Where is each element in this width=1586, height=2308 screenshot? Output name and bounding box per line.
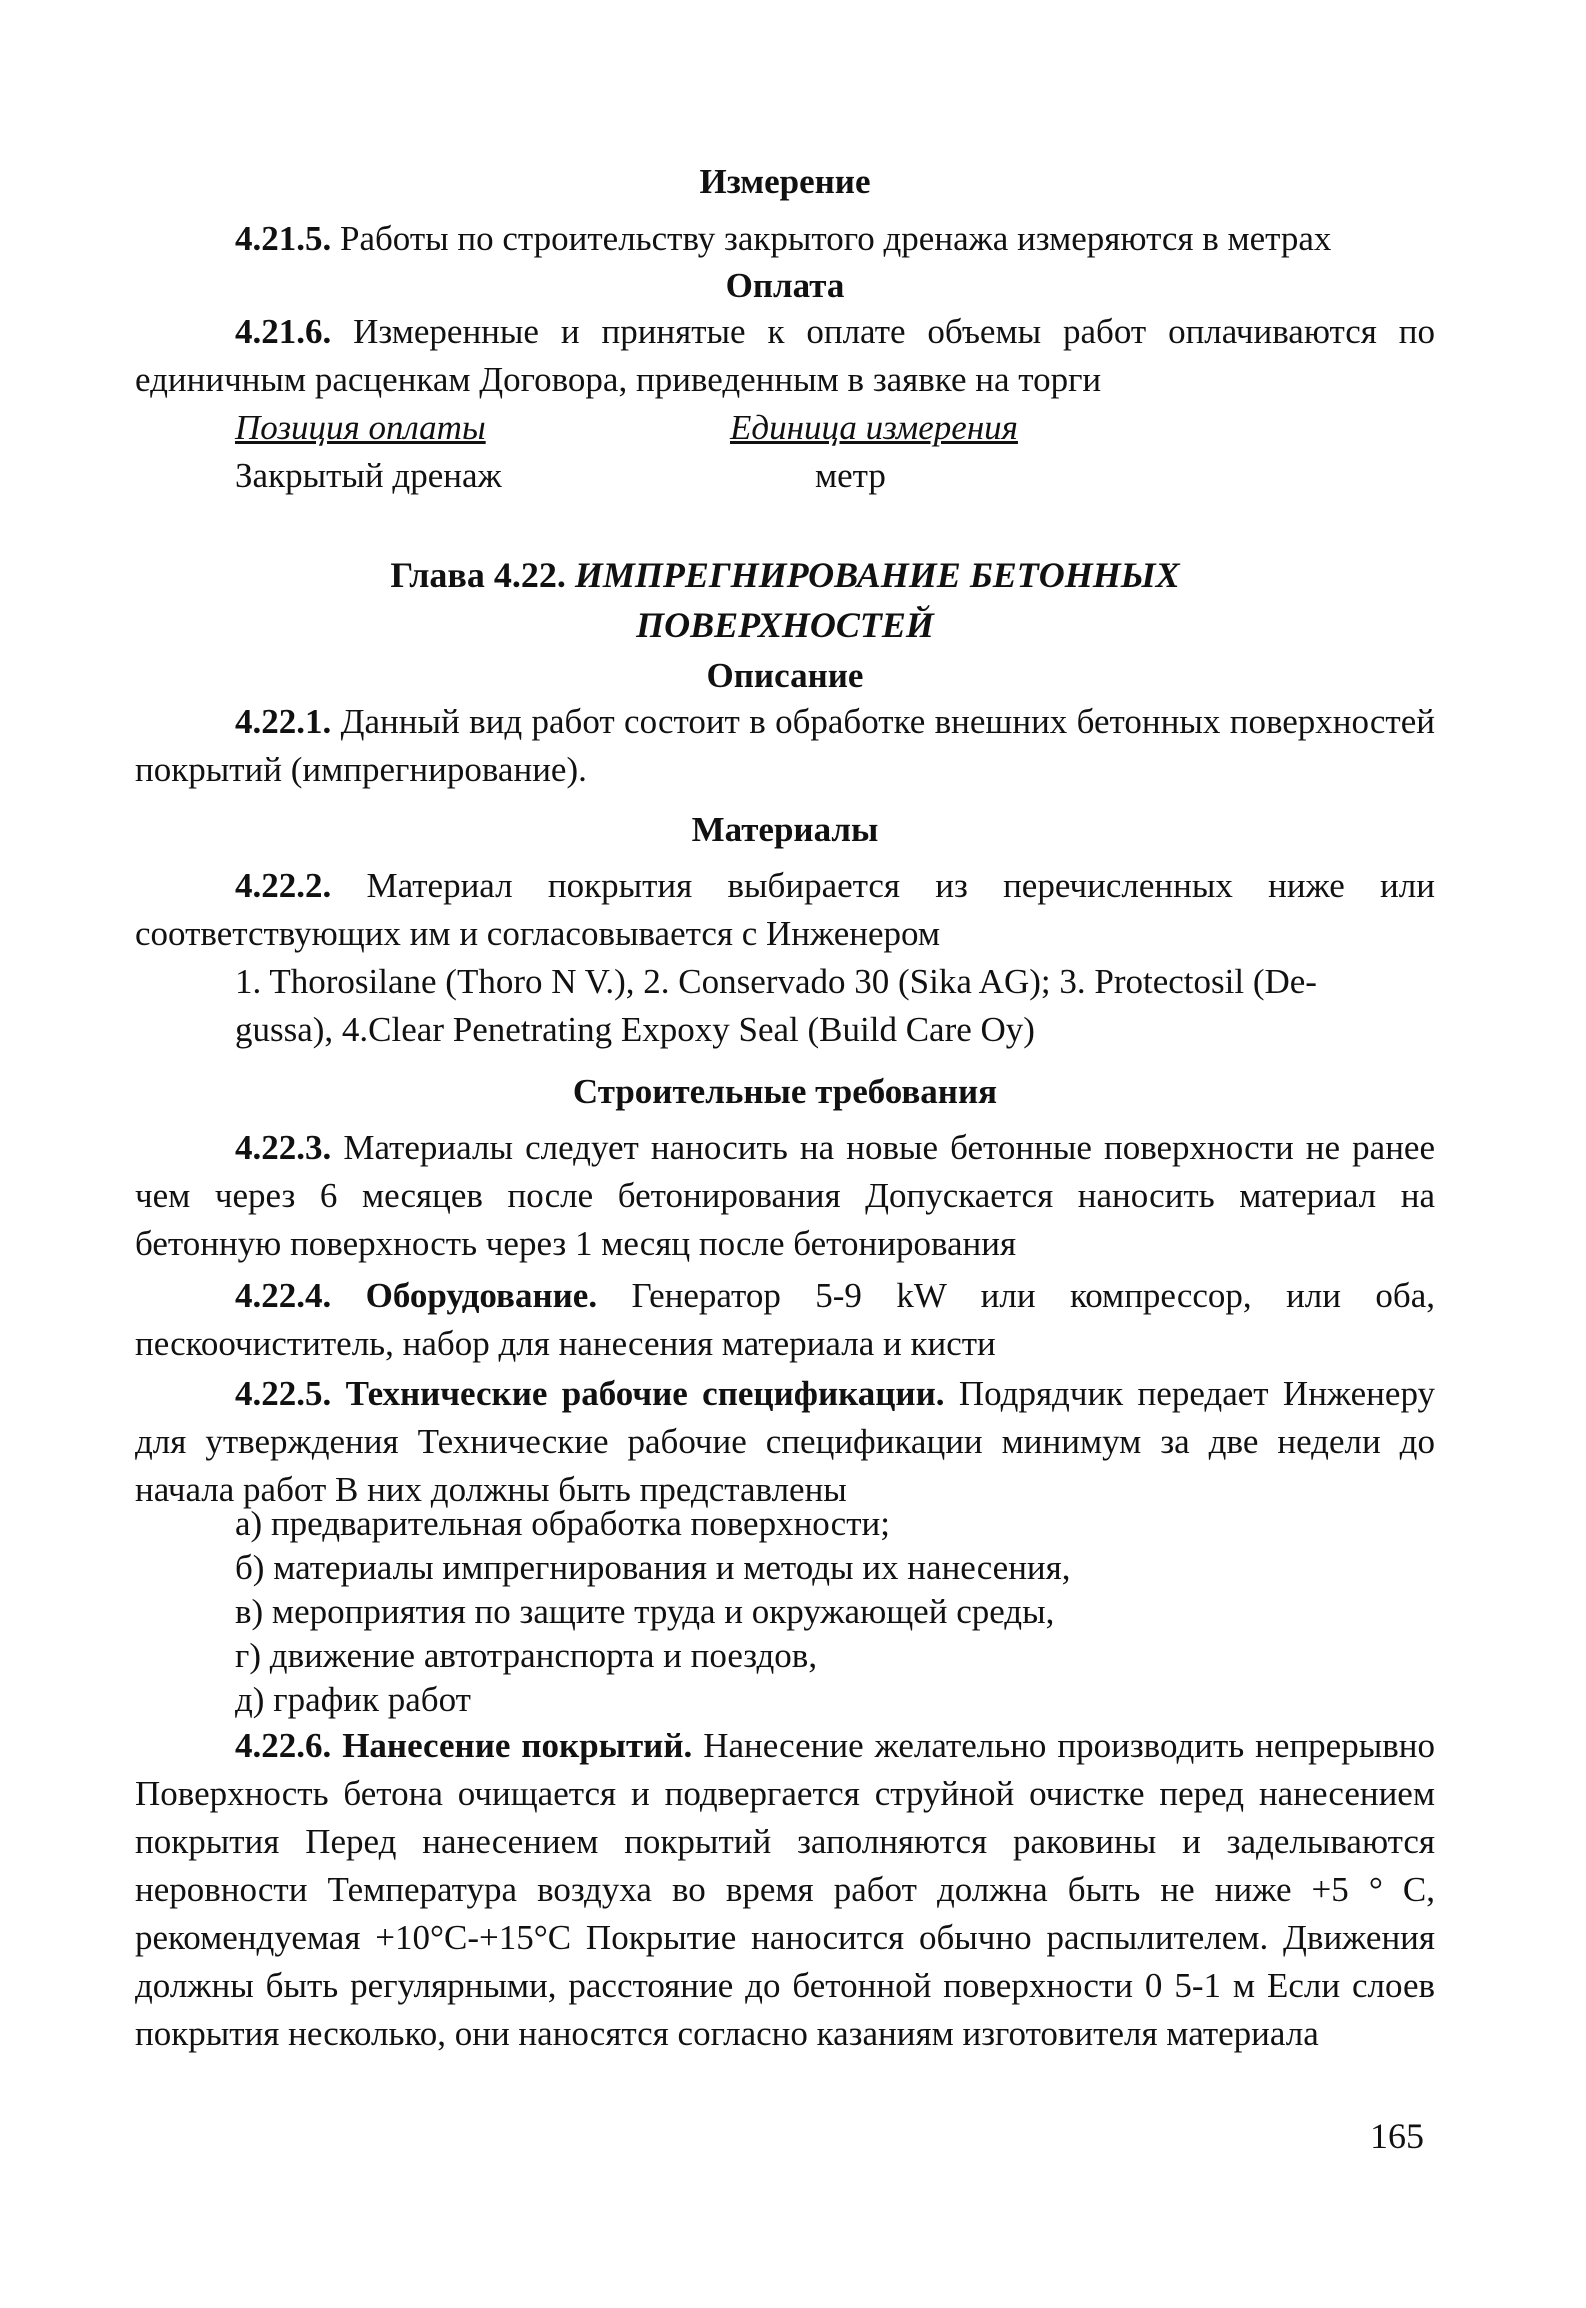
chapter-title-line2: ПОВЕРХНОСТЕЙ — [636, 605, 934, 645]
paragraph-4-22-5 — [135, 1370, 1435, 1514]
payment-position-value: Закрытый дренаж — [235, 456, 502, 495]
unit-of-measure-value: метр — [815, 456, 886, 495]
paragraph-4-22-3 — [135, 1124, 1435, 1268]
list-item: г) движение автотранспорта и поездов, — [235, 1636, 818, 1675]
paragraph-text: Данный вид работ состоит в обработке внешних бетонных поверхностей покрытий (импрегнирование). — [135, 702, 1435, 789]
list-item: а) предварительная обработка поверхности; — [235, 1504, 890, 1543]
paragraph-text: Нанесение желательно производить непрерывно Поверхность бетона очищается и подвергается струйной очистке перед нанесением покрытия Перед нанесением покрытий заполняются раковины и заделываются неровности Температура воздуха во время работ должна быть не ниже +5 ° С, рекомендуемая +10°С-+15°С Покрытие наносится обычно распылителем. Движения должны быть регулярными, расстояние до бетонной поверхности 0 5-1 м Если слоев покрытия несколько, они наносятся согласно казаниям изготовителя материала — [135, 1726, 1435, 2053]
paragraph-4-21-5 — [135, 215, 1435, 263]
list-item: в) мероприятия по защите труда и окружающей среды, — [235, 1592, 1055, 1631]
section-heading-measurement: Измерение — [699, 162, 871, 201]
paragraph-lead: 4.22.3. — [235, 1128, 332, 1167]
spec-list — [235, 1502, 1335, 1722]
page-number: 165 — [1370, 2116, 1424, 2156]
paragraph-text: Измеренные и принятые к оплате объемы работ оплачиваются по единичным расценкам Договора, приведенным в заявке на торги — [135, 312, 1435, 399]
paragraph-4-22-6 — [135, 1722, 1435, 2058]
section-heading-materials: Материалы — [691, 810, 879, 849]
section-heading-payment: Оплата — [725, 266, 845, 305]
paragraph-lead: 4.22.4. Оборудование. — [235, 1276, 598, 1315]
paragraph-lead: 4.21.5. — [235, 219, 332, 258]
chapter-number: Глава 4.22. — [390, 555, 566, 595]
paragraph-4-22-2 — [135, 862, 1435, 958]
paragraph-text: Подрядчик передает Инженеру для утверждения Технические рабочие спецификации минимум за две недели до начала работ В них должны быть представлены — [135, 1374, 1435, 1509]
materials-list — [135, 958, 1435, 1054]
section-heading-description: Описание — [706, 656, 864, 695]
paragraph-lead: 4.22.5. Технические рабочие спецификации. — [235, 1374, 945, 1413]
section-heading-requirements: Строительные требования — [572, 1072, 998, 1111]
paragraph-lead: 4.21.6. — [235, 312, 332, 351]
paragraph-4-22-1 — [135, 698, 1435, 794]
paragraph-text: Работы по строительству закрытого дренажа измеряются в метрах — [331, 219, 1332, 258]
paragraph-lead: 4.22.2. — [235, 866, 332, 905]
payment-position-header: Позиция оплаты — [235, 408, 486, 447]
paragraph-text: Материалы следует наносить на новые бетонные поверхности не ранее чем через 6 месяцев после бетонирования Допускается наносить материал на бетонную поверхность через 1 месяц после бетонирования — [135, 1128, 1435, 1263]
list-item: б) материалы импрегнирования и методы их нанесения, — [235, 1548, 1071, 1587]
paragraph-4-22-4 — [135, 1272, 1435, 1368]
paragraph-4-21-6 — [135, 308, 1435, 404]
list-item: д) график работ — [235, 1680, 471, 1719]
materials-list-line2: gussa), 4.Clear Penetrating Expoxy Seal (Build Care Oy) — [235, 1010, 1035, 1049]
chapter-title-line1: ИМПРЕГНИРОВАНИЕ БЕТОННЫХ — [565, 555, 1180, 595]
unit-of-measure-header: Единица измерения — [730, 408, 1018, 447]
paragraph-text: Материал покрытия выбирается из перечисленных ниже или соответствующих им и согласовывается с Инженером — [135, 866, 1435, 953]
chapter-title — [135, 550, 1435, 650]
materials-list-line1: 1. Thorosilane (Thoro N V.), 2. Conservado 30 (Sika AG); 3. Protectosil (De- — [235, 962, 1317, 1001]
paragraph-lead: 4.22.1. — [235, 702, 332, 741]
paragraph-text: Генератор 5-9 kW или компрессор, или оба, пескоочиститель, набор для нанесения материала и кисти — [135, 1276, 1436, 1363]
paragraph-lead: 4.22.6. Нанесение покрытий. — [235, 1726, 693, 1765]
